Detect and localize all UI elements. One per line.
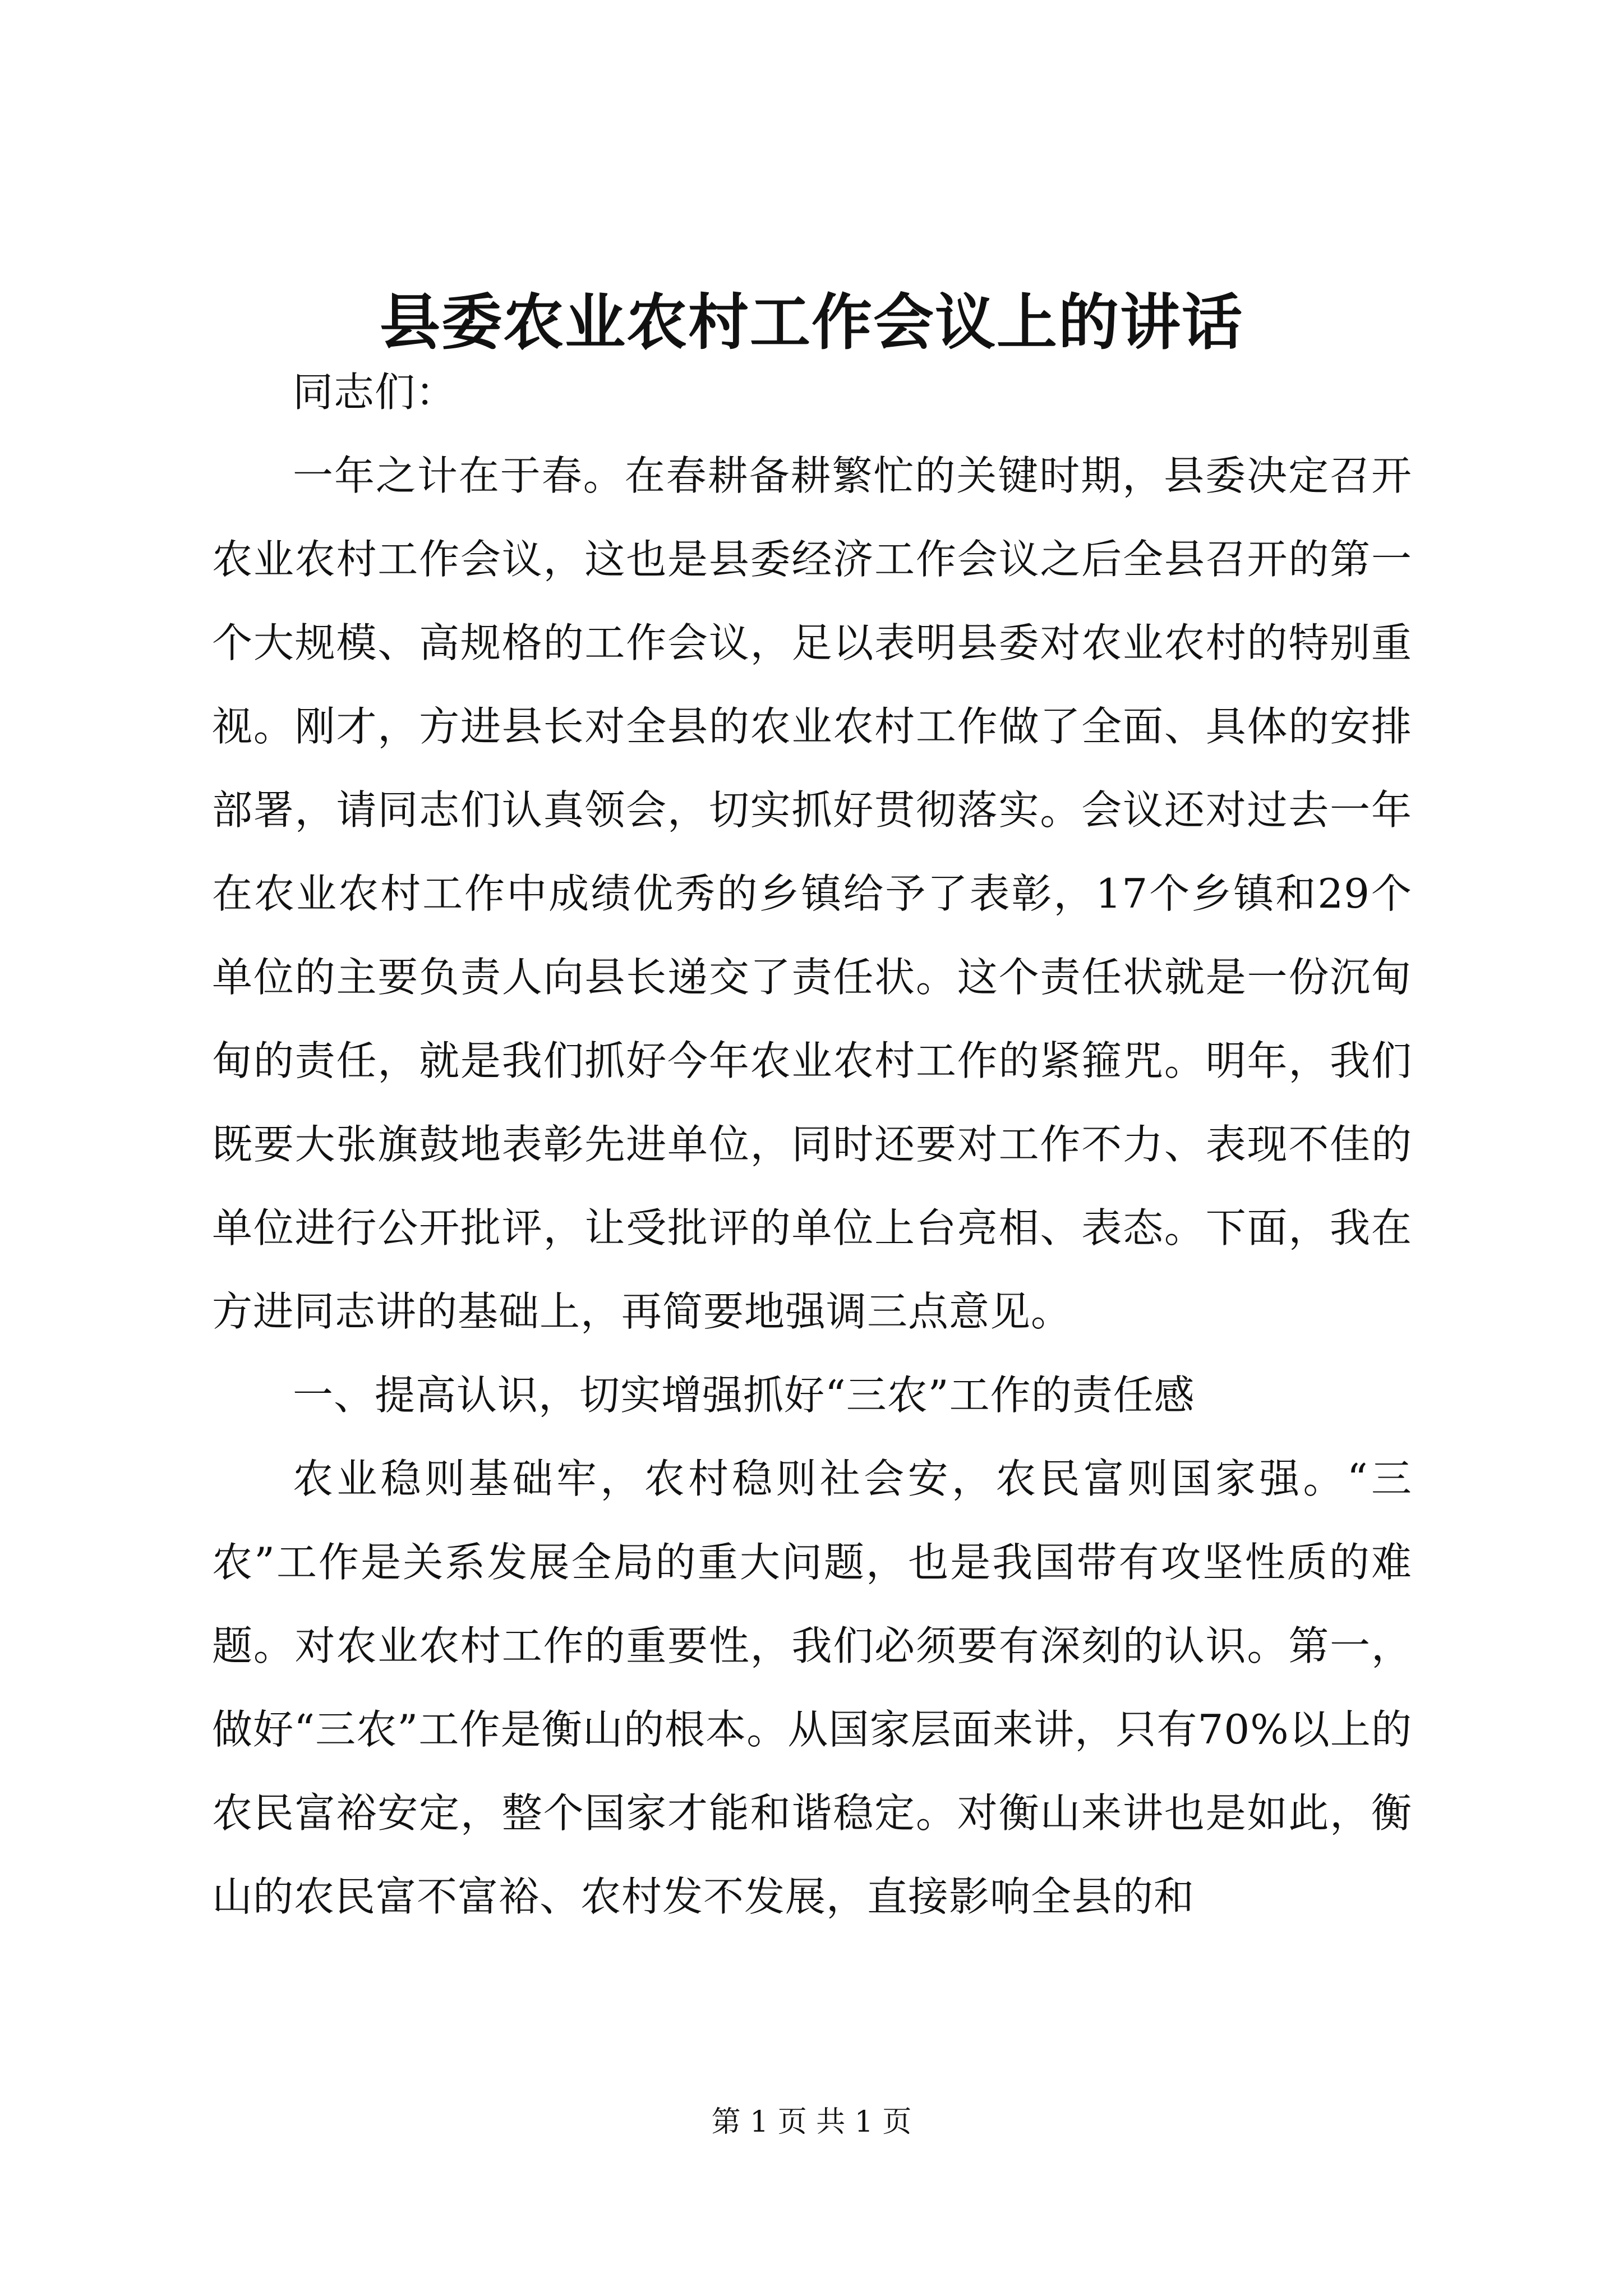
document-title: 县委农业农村工作会议上的讲话	[379, 287, 1243, 358]
section-heading: 一、提高认识，切实增强抓好“三农”工作的责任感	[293, 1372, 1195, 1419]
body-paragraph: 一年之计在于春。在春耕备耕繁忙的关键时期，县委决定召开农业农村工作会议，这也是县委经济工作会议之后全县召开的第一个大规模、高规格的工作会议，足以表明县委对农业农村的特别重视。刚才，方进县长对全县的农业农村工作做了全面、具体的安排部署，请同志们认真领会，切实抓好贯彻落实。会议还对过去一年在农业农村工作中成绩优秀的乡镇给予了表彰，17个乡镇和29个单位的主要负责人向县长递交了责任状。这个责任状就是一份沉甸甸的责任，就是我们抓好今年农业农村工作的紧箍咒。明年，我们既要大张旗鼓地表彰先进单位，同时还要对工作不力、表现不佳的单位进行公开批评，让受批评的单位上台亮相、表态。下面，我在方进同志讲的基础上，再简要地强调三点意见。	[212, 452, 1412, 1335]
body-paragraph: 农业稳则基础牢，农村稳则社会安，农民富则国家强。“三农”工作是关系发展全局的重大问题，也是我国带有攻坚性质的难题。对农业农村工作的重要性，我们必须要有深刻的认识。第一，做好“三农”工作是衡山的根本。从国家层面来讲，只有70%以上的农民富裕安定，整个国家才能和谐稳定。对衡山来讲也是如此，衡山的农民富不富裕、农村发不发展，直接影响全县的和	[212, 1455, 1412, 1920]
salutation: 同志们：	[293, 369, 457, 416]
document-body	[212, 351, 1412, 1939]
page-footer: 第 1 页 共 1 页	[711, 2105, 912, 2139]
